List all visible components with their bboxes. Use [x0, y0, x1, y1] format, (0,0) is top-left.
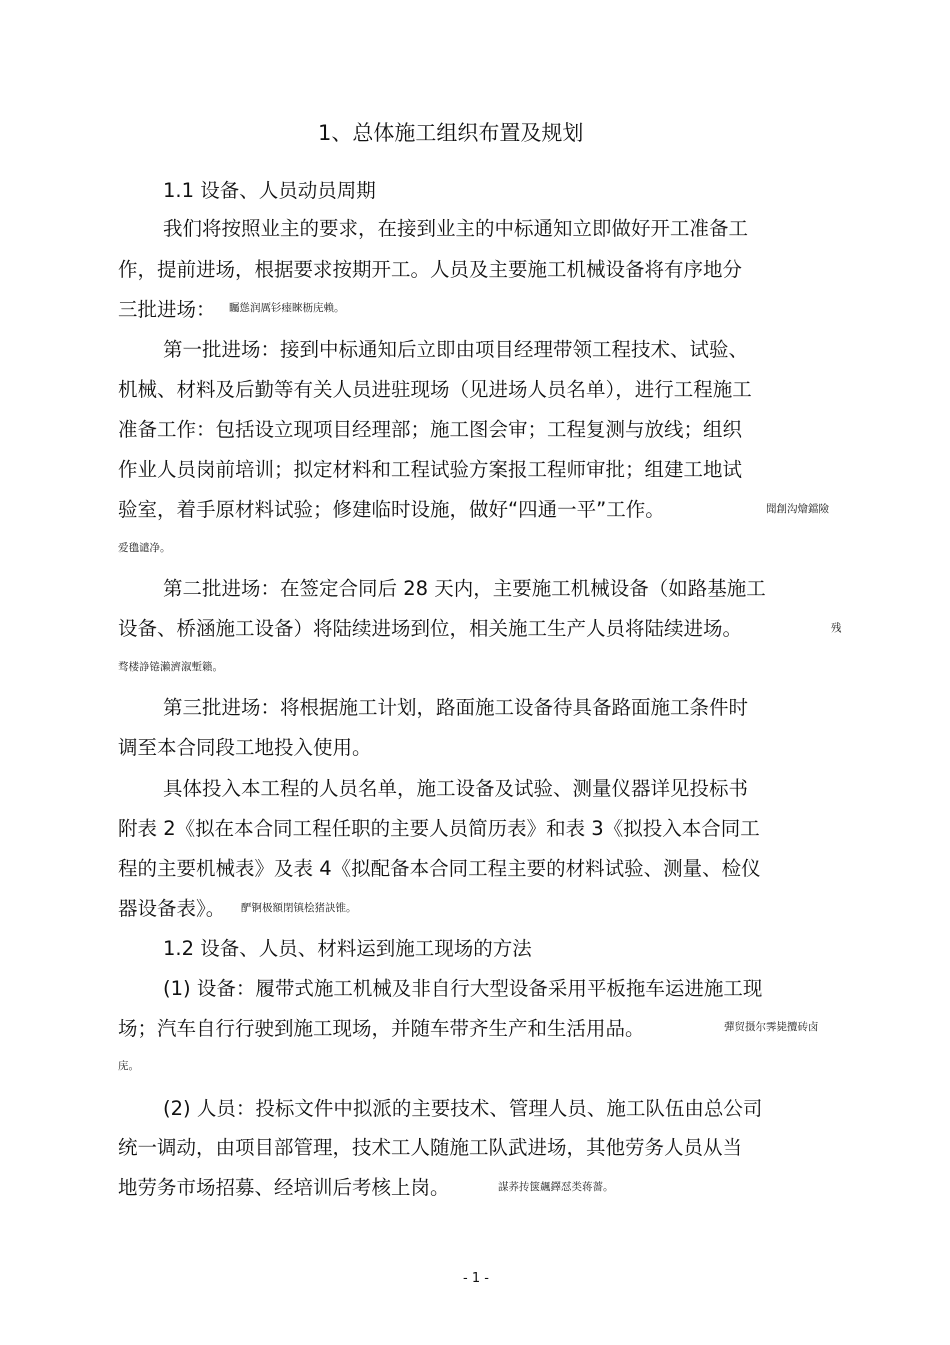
text-line: 地劳务市场招募、经培训后考核上岗。: [118, 1176, 450, 1199]
text-line: 第一批进场：接到中标通知后立即由项目经理带领工程技术、试验、: [163, 338, 749, 361]
text-line: 设备、桥涵施工设备）将陆续进场到位，相关施工生产人员将陆续进场。: [118, 617, 743, 640]
text-line: 我们将按照业主的要求，在接到业主的中标通知立即做好开工准备工: [163, 217, 749, 240]
noise-text: 聞創沟燴鐺險: [766, 503, 829, 515]
text-line: 三批进场：: [118, 298, 216, 321]
text-line: (1) 设备：履带式施工机械及非自行大型设备采用平板拖车运进施工现: [163, 977, 763, 1000]
noise-text: 酽锕极額閉镇桧猪訣锥。: [241, 902, 357, 914]
text-line: 第二批进场：在签定合同后 28 天内，主要施工机械设备（如路基施工: [163, 577, 766, 600]
noise-text: 謀荞抟箧飆鐸怼类蒋薔。: [498, 1181, 614, 1193]
text-line: 准备工作：包括设立现项目经理部；施工图会审；工程复测与放线；组织: [118, 418, 743, 441]
noise-text: 彈贸摄尔霁毙攬砖卤: [724, 1021, 819, 1033]
noise-text: 矚慫润厲钐瘗睞枥庑赖。: [229, 302, 345, 314]
subsection-heading: 1.2 设备、人员、材料运到施工现场的方法: [163, 937, 532, 960]
text-line: 第三批进场：将根据施工计划，路面施工设备待具备路面施工条件时: [163, 696, 749, 719]
text-line: 程的主要机械表》及表 4《拟配备本合同工程主要的材料试验、测量、检仪: [118, 857, 761, 880]
text-line: 附表 2《拟在本合同工程任职的主要人员简历表》和表 3《拟投入本合同工: [118, 817, 760, 840]
text-line: (2) 人员：投标文件中拟派的主要技术、管理人员、施工队伍由总公司: [163, 1097, 763, 1120]
text-line: 器设备表》。: [118, 897, 226, 920]
page-number: - 1 -: [463, 1271, 489, 1286]
text-line: 作，提前进场，根据要求按期开工。人员及主要施工机械设备将有序地分: [118, 258, 743, 281]
text-line: 作业人员岗前培训；拟定材料和工程试验方案报工程师审批；组建工地试: [118, 458, 743, 481]
noise-text: 骛楼諍锩瀨濟溆塹籟。: [118, 661, 223, 673]
text-line: 场；汽车自行行驶到施工现场，并随车带齐生产和生活用品。: [118, 1017, 645, 1040]
text-line: 机械、材料及后勤等有关人员进驻现场（见进场人员名单），进行工程施工: [118, 378, 752, 401]
section-title: 1、总体施工组织布置及规划: [318, 121, 584, 145]
text-line: 调至本合同段工地投入使用。: [118, 736, 372, 759]
noise-text: 残: [831, 622, 842, 634]
subsection-heading: 1.1 设备、人员动员周期: [163, 179, 376, 202]
text-line: 具体投入本工程的人员名单，施工设备及试验、测量仪器详见投标书: [163, 777, 749, 800]
text-line: 统一调动，由项目部管理，技术工人随施工队武进场，其他劳务人员从当: [118, 1136, 743, 1159]
text-line: 验室，着手原材料试验；修建临时设施，做好“四通一平”工作。: [118, 498, 665, 521]
noise-text: 爱氇谴净。: [118, 542, 171, 554]
noise-text: 庑。: [118, 1060, 139, 1072]
